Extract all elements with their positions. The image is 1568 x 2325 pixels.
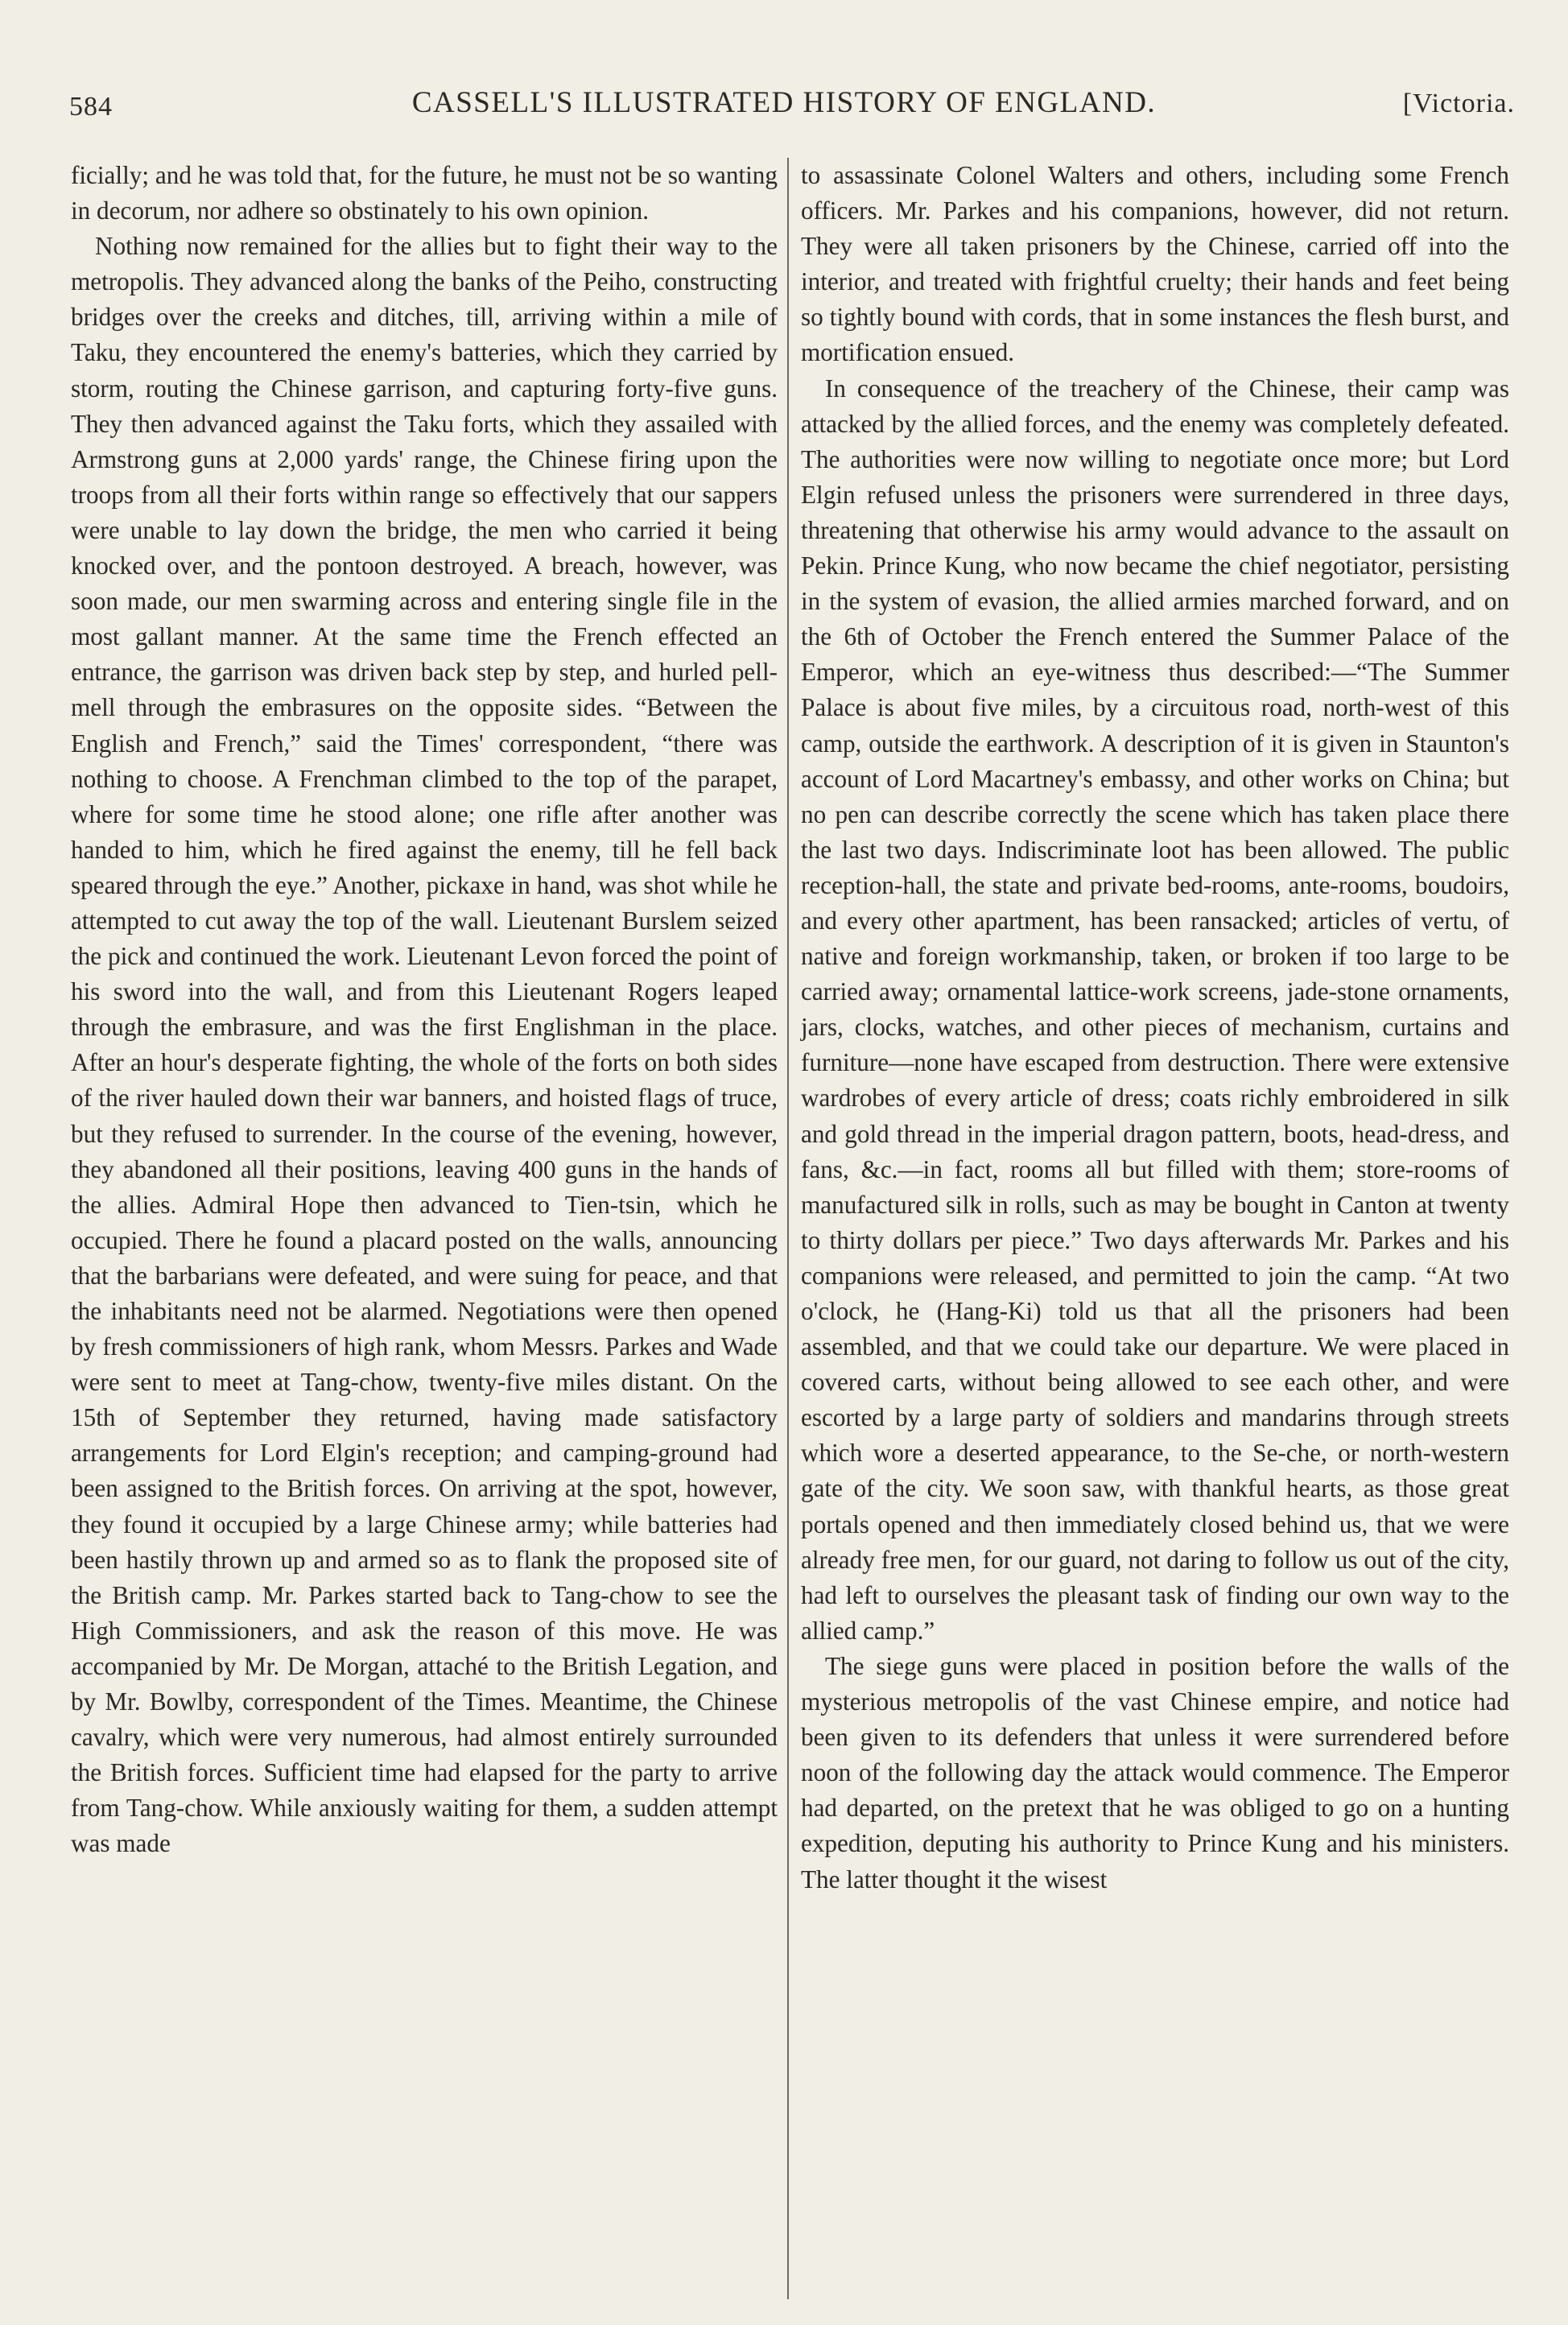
paragraph: ficially; and he was told that, for the future, he must not be so wanting in decorum, nor adhere so obstinately to his own opinion. (71, 161, 778, 225)
page-number: 584 (69, 92, 113, 122)
reign-label: [Victoria. (1402, 89, 1515, 118)
running-title: CASSELL'S ILLUSTRATED HISTORY OF ENGLAND. (411, 86, 1157, 119)
paragraph: In consequence of the treachery of the Chinese, their camp was attacked by the allied forces, and the enemy was completely defeated. The authorities were now willing to negotiate once more; but Lord Elgin refused unless the prisoners were surrendered in three days, threatening that otherwise his army would advance to the assault on Pekin. Prince Kung, who now became the chief negotiator, persisting in the system of evasion, the allied armies marched forward, and on the 6th of October the French entered the Summer Palace of the Emperor, which an eye-witness thus described:—“The Summer Palace is about five miles, by a circuitous road, north-west of this camp, outside the earthwork. A description of it is given in Staunton's account of Lord Macartney's embassy, and other works on China; but no pen can describe correctly the scene which has taken place there the last two days. Indiscriminate loot has been allowed. The public reception-hall, the state and private bed-rooms, ante-rooms, boudoirs, and every other apartment, has been ransacked; articles of vertu, of native and foreign workmanship, taken, or broken if too large to be carried away; ornamental lattice-work screens, jade-stone ornaments, jars, clocks, watches, and other pieces of mechanism, curtains and furniture—none have escaped from destruction. There were extensive wardrobes of every article of dress; coats richly embroidered in silk and gold thread in the imperial dragon pattern, boots, head-dress, and fans, &c.—in fact, rooms all but filled with them; store-rooms of manufactured silk in rolls, such as may be bought in Canton at twenty to thirty dollars per piece.” Two days afterwards Mr. Parkes and his companions were released, and permitted to join the camp. “At two o'clock, he (Hang-Ki) told us that all the prisoners had been assembled, and that we could take our departure. We were placed in covered carts, without being allowed to see each other, and were escorted by a large party of soldiers and mandarins through streets which wore a deserted appearance, to the Se-che, or north-western gate of the city. We soon saw, with thankful hearts, as those great portals opened and then immediately closed behind us, that we were already free men, for our guard, not daring to follow us out of the city, had left to ourselves the pleasant task of finding our own way to the allied camp.” (801, 374, 1509, 1645)
right-column (801, 158, 1509, 1898)
paragraph: to assassinate Colonel Walters and others, including some French officers. Mr. Parkes and his companions, however, did not return. They were all taken prisoners by the Chinese, carried off into the interior, and treated with frightful cruelty; their hands and feet being so tightly bound with cords, that in some instances the flesh burst, and mortification ensued. (801, 161, 1509, 367)
column-divider (787, 158, 789, 2299)
paragraph: The siege guns were placed in position before the walls of the mysterious metropolis of the vast Chinese empire, and notice had been given to its defenders that unless it were surrendered before noon of the following day the attack would commence. The Emperor had departed, on the pretext that he was obliged to go on a hunting expedition, deputing his authority to Prince Kung and his ministers. The latter thought it the wisest (801, 1651, 1509, 1893)
running-head (69, 77, 1515, 126)
paragraph: Nothing now remained for the allies but to fight their way to the metropolis. They advanced along the banks of the Peiho, constructing bridges over the creeks and ditches, till, arriving within a mile of Taku, they encountered the enemy's batteries, which they carried by storm, routing the Chinese garrison, and capturing forty-five guns. They then advanced against the Taku forts, which they assailed with Armstrong guns at 2,000 yards' range, the Chinese firing upon the troops from all their forts within range so effectively that our sappers were unable to lay down the bridge, the men who carried it being knocked over, and the pontoon destroyed. A breach, however, was soon made, our men swarming across and entering single file in the most gallant manner. At the same time the French effected an entrance, the garrison was driven back step by step, and hurled pell-mell through the embrasures on the opposite sides. “Between the English and French,” said the Times' correspondent, “there was nothing to choose. A Frenchman climbed to the top of the parapet, where for some time he stood alone; one rifle after another was handed to him, which he fired against the enemy, till he fell back speared through the eye.” Another, pickaxe in hand, was shot while he attempted to cut away the top of the wall. Lieutenant Burslem seized the pick and continued the work. Lieutenant Levon forced the point of his sword into the wall, and from this Lieutenant Rogers leaped through the embrasure, and was the first Englishman in the place. After an hour's desperate fighting, the whole of the forts on both sides of the river hauled down their war banners, and hoisted flags of truce, but they refused to surrender. In the course of the evening, however, they abandoned all their positions, leaving 400 guns in the hands of the allies. Admiral Hope then advanced to Tien-tsin, which he occupied. There he found a placard posted on the walls, announcing that the barbarians were defeated, and were suing for peace, and that the inhabitants need not be alarmed. Negotiations were then opened by fresh commissioners of high rank, whom Messrs. Parkes and Wade were sent to meet at Tang-chow, twenty-five miles distant. On the 15th of September they returned, having made satisfactory arrangements for Lord Elgin's reception; and camping-ground had been assigned to the British forces. On arriving at the spot, however, they found it occupied by a large Chinese army; while batteries had been hastily thrown up and armed so as to flank the proposed site of the British camp. Mr. Parkes started back to Tang-chow to see the High Commissioners, and ask the reason of this move. He was accompanied by Mr. De Morgan, attaché to the British Legation, and by Mr. Bowlby, correspondent of the Times. Meantime, the Chinese cavalry, which were very numerous, had almost entirely surrounded the British forces. Sufficient time had elapsed for the party to arrive from Tang-chow. While anxiously waiting for them, a sudden attempt was made (71, 232, 778, 1858)
left-column (71, 158, 778, 1862)
